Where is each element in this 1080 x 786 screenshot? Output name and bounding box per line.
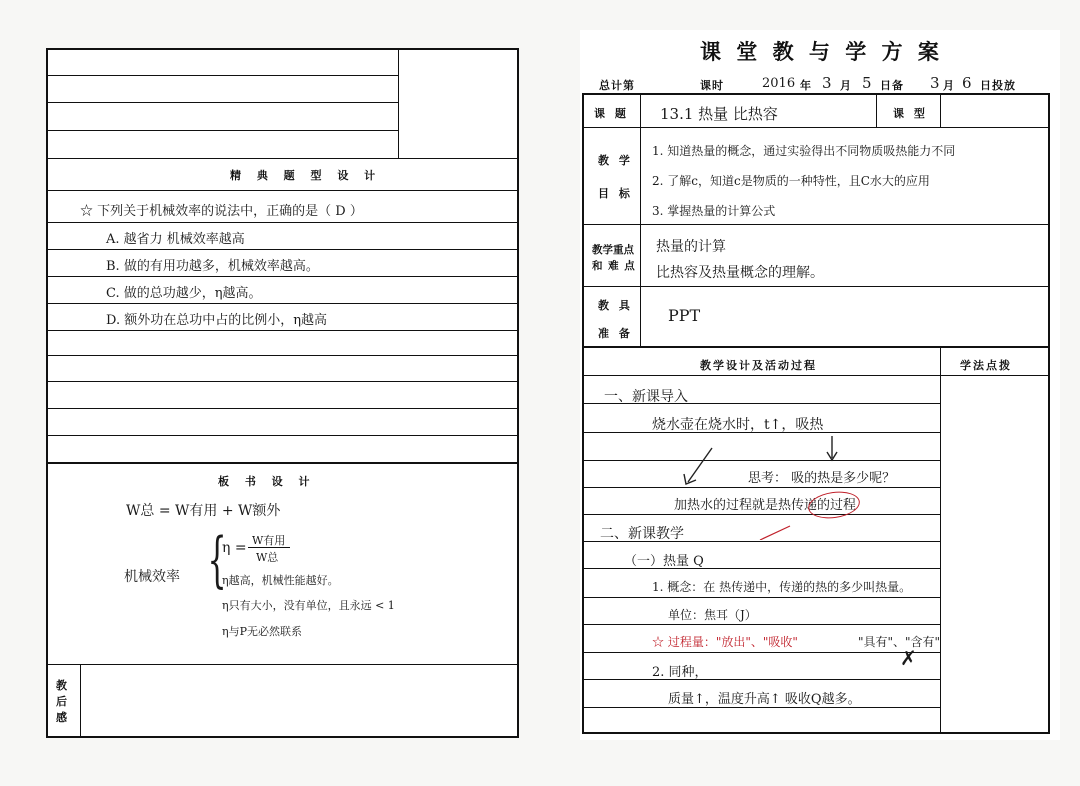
process-think: 思考： 吸的热是多少呢？ [748, 471, 896, 486]
process-s1-line: 烧水壶在烧水时，t↑，吸热 [652, 417, 824, 433]
board-eta: η = [222, 540, 247, 556]
meta-month: 3 [822, 74, 832, 92]
reflection-label: 教后感 [56, 679, 67, 724]
process-header: 教学设计及活动过程 [700, 359, 817, 372]
goal-3: 3. 掌握热量的计算公式 [652, 204, 776, 218]
tools-label-1: 教 具 [598, 299, 633, 312]
method-header: 学法点拨 [960, 359, 1012, 372]
meta-day2: 6 [962, 74, 972, 92]
tools-value: PPT [668, 306, 701, 325]
right-border-top [582, 93, 1050, 95]
row-line [46, 381, 519, 382]
board-num: W有用 [252, 534, 286, 547]
right-border-bottom [582, 732, 1050, 734]
right-border-left [582, 93, 584, 734]
option-d: D. 额外功在总功中占的比例小，η越高 [106, 313, 328, 328]
plan-title: 课 堂 教 与 学 方 案 [700, 40, 943, 64]
row-line [582, 286, 1050, 287]
row-line [46, 276, 519, 277]
top-vertical-divider [398, 48, 399, 158]
row-line [46, 158, 519, 159]
left-border-left [46, 48, 48, 738]
row-line [46, 355, 519, 356]
process-concept: 1. 概念：在 热传递中，传递的热的多少叫热量。 [652, 580, 912, 594]
process-s1: 一、新课导入 [604, 389, 688, 405]
row-line [46, 190, 519, 191]
type-divider [940, 93, 941, 127]
row-line [46, 249, 519, 250]
section-design-title: 精 典 题 型 设 计 [230, 169, 382, 182]
process-wrong: "具有"、"含有" [858, 635, 941, 649]
process-heat: 加热水的过程就是热传递的过程 [674, 498, 857, 513]
question-text: ☆ 下列关于机械效率的说法中，正确的是（ D ） [80, 204, 363, 219]
goals-label-1: 教 学 [598, 154, 633, 167]
left-border-bottom [46, 736, 519, 738]
row-line [582, 624, 940, 625]
left-border-right [517, 48, 519, 738]
reflection-divider [80, 664, 81, 738]
board-line4: η与P无必然联系 [222, 625, 302, 638]
row-line [582, 346, 1050, 348]
process-s2-1: （一）热量 Q [624, 554, 704, 569]
option-a: A. 越省力 机械效率越高 [106, 232, 245, 247]
process-star-note: ☆ 过程量："放出"、"吸收" [652, 635, 798, 649]
row-line [46, 435, 519, 436]
row-line [582, 127, 1050, 128]
row-line [46, 330, 519, 331]
board-label: 机械效率 [124, 569, 180, 585]
cross-mark: ✗ [900, 646, 917, 670]
right-border-right [1048, 93, 1050, 734]
meta-post-unit: 日投放 [980, 79, 1016, 92]
board-line2: η越高，机械性能越好。 [222, 574, 339, 587]
topic-label: 课 题 [594, 107, 629, 120]
section-board-title: 板 书 设 计 [218, 475, 316, 488]
row-line [582, 652, 940, 653]
row-line [582, 375, 1050, 376]
meta-lesson-label: 课时 [700, 79, 724, 92]
key-label-2: 和 难 点 [592, 260, 636, 272]
type-label: 课 型 [893, 107, 928, 120]
process-unit: 单位：焦耳（J） [668, 608, 757, 622]
option-b: B. 做的有用功越多，机械效率越高。 [106, 259, 319, 274]
method-divider [940, 346, 941, 734]
key-point-1: 热量的计算 [656, 239, 726, 255]
row-line [46, 102, 398, 103]
meta-prep-unit: 日备 [880, 79, 904, 92]
board-brace: { [207, 525, 227, 595]
topic-value: 13.1 热量 比热容 [660, 105, 778, 123]
tools-label-2: 准 备 [598, 327, 633, 340]
key-label-1: 教学重点 [592, 244, 634, 256]
left-border-top [46, 48, 519, 50]
meta-year-unit: 年 [800, 79, 812, 92]
label-column-divider [640, 93, 641, 347]
fraction-bar [248, 547, 290, 548]
row-line [46, 408, 519, 409]
row-line [46, 222, 519, 223]
board-line3: η只有大小，没有单位，且永远 < 1 [222, 599, 395, 612]
process-same: 2. 同种， [652, 665, 708, 680]
meta-month2-unit: 月 [943, 79, 955, 92]
goal-2: 2. 了解c，知道c是物质的一种特性，且C水大的应用 [652, 174, 930, 188]
process-s2: 二、新课教学 [600, 526, 684, 542]
goals-label-2: 目 标 [598, 187, 633, 200]
row-line [46, 75, 398, 76]
type-divider [876, 93, 877, 127]
row-line [582, 597, 940, 598]
meta-month-unit: 月 [840, 79, 852, 92]
meta-total-label: 总计第 [599, 79, 635, 92]
row-line [46, 664, 519, 665]
board-formula: W总 = W有用 + W额外 [126, 503, 281, 519]
row-line [582, 707, 940, 708]
row-line [46, 130, 398, 131]
meta-year: 2016 [762, 76, 796, 91]
row-line [582, 224, 1050, 225]
meta-day: 5 [862, 74, 872, 92]
row-line [46, 303, 519, 304]
key-point-2: 比热容及热量概念的理解。 [656, 265, 824, 281]
process-mass: 质量↑，温度升高↑ 吸收Q越多。 [668, 692, 861, 707]
row-line [582, 679, 940, 680]
goal-1: 1. 知道热量的概念，通过实验得出不同物质吸热能力不同 [652, 144, 956, 158]
row-line [46, 462, 519, 464]
meta-month2: 3 [930, 74, 940, 92]
board-den: W总 [256, 551, 279, 564]
option-c: C. 做的总功越少，η越高。 [106, 286, 262, 301]
